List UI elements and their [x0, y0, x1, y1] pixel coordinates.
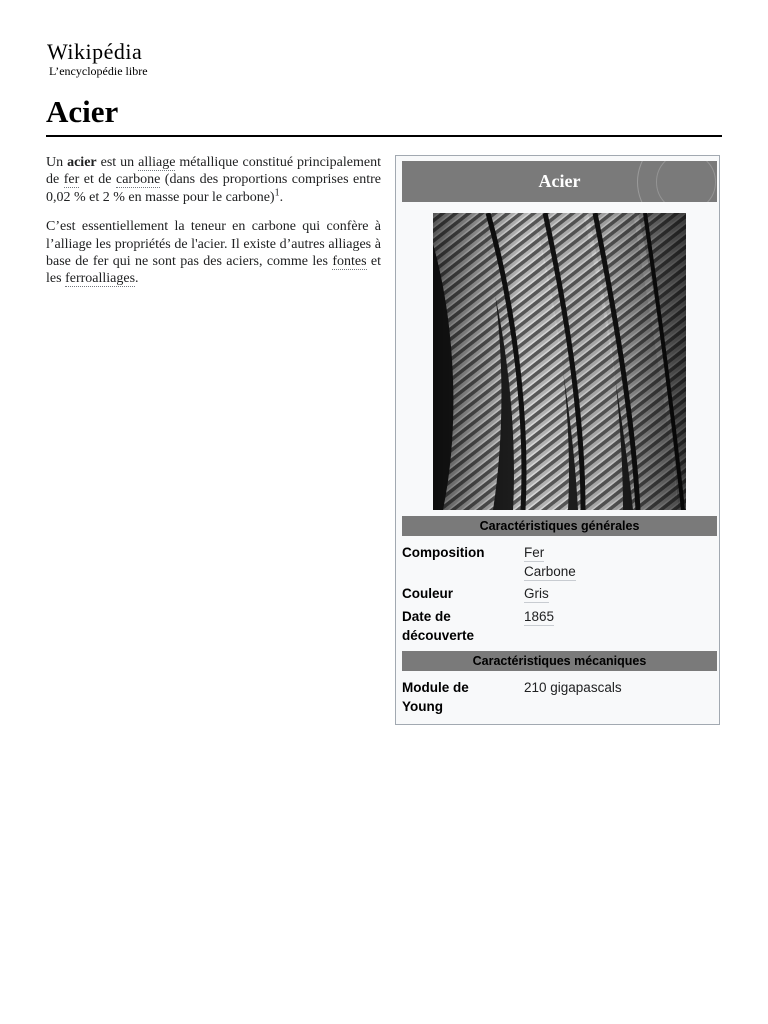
infobox	[395, 155, 720, 725]
text: métallique constitué principalement de	[46, 155, 381, 188]
steel-cable-image[interactable]	[433, 213, 686, 510]
text: C’est essentiellement la teneur en carbone qui confère à l’alliage les propriétés de l'acier. Il existe d’autres alliages à base de fer qui ne sont pas des aciers, comme les	[46, 219, 381, 270]
logo-tagline: L’encyclopédie libre	[49, 64, 148, 78]
section-header-general: Caractéristiques générales	[402, 516, 717, 536]
link-fontes[interactable]: fontes	[332, 254, 367, 270]
wikipedia-logo[interactable]	[47, 40, 148, 78]
text: .	[279, 189, 284, 205]
row-value	[524, 585, 549, 604]
link-ferroalliages[interactable]: ferroalliages	[65, 271, 136, 287]
row-couleur	[402, 585, 717, 605]
row-composition	[402, 544, 717, 582]
row-module-young	[402, 679, 717, 717]
link-alliage[interactable]: alliage	[138, 155, 176, 170]
row-label: Composition	[402, 545, 485, 560]
row-value	[524, 544, 576, 581]
row-value: 210 gigapascals	[524, 680, 622, 695]
intro-paragraph	[46, 154, 381, 206]
link-carbone-value[interactable]: Carbone	[524, 563, 576, 579]
text: et de	[79, 172, 116, 188]
compass-decoration-icon	[637, 161, 717, 202]
article-body	[46, 154, 381, 300]
infobox-title-text: Acier	[538, 171, 581, 191]
section-header-mecanique: Caractéristiques mécaniques	[402, 651, 717, 671]
reference-link[interactable]: 1	[274, 187, 280, 199]
text: est un	[96, 155, 139, 170]
link-fer-value[interactable]: Fer	[524, 545, 545, 560]
text: et les	[46, 254, 381, 287]
logo-wordmark: Wikipédia	[47, 39, 143, 64]
text: .	[135, 271, 139, 287]
text: (dans des proportions comprises entre 0,02 % et 2 % en masse pour le carbone)	[46, 172, 381, 205]
second-paragraph	[46, 218, 381, 288]
row-date-decouverte	[402, 608, 717, 646]
title-divider	[46, 135, 722, 137]
row-label: Date de découverte	[402, 609, 475, 643]
page-title: Acier	[46, 94, 119, 129]
link-carbone[interactable]: carbone	[116, 172, 161, 188]
row-label: Module de Young	[402, 680, 469, 714]
infobox-title	[402, 161, 717, 202]
row-value	[524, 608, 554, 627]
link-1865-value[interactable]: 1865	[524, 609, 555, 624]
text: Un	[46, 155, 68, 170]
row-label: Couleur	[402, 586, 454, 601]
link-fer[interactable]: fer	[63, 172, 80, 188]
link-gris-value[interactable]: Gris	[524, 586, 549, 601]
bold-term: acier	[67, 155, 97, 170]
